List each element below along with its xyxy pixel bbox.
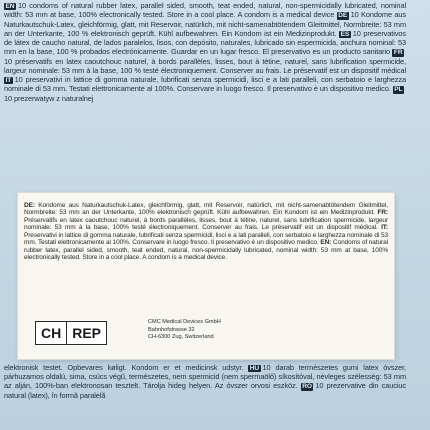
package-text-top <box>4 1 406 184</box>
sticker-text-en: Condoms of natural rubber latex, parallel sided, smooth, teat ended, natural, non-spermicidally lubricated, nominal width: 53 mm at base, 100% electronically tested. Store in a cool place. A condom is a medical device. <box>24 239 388 262</box>
sticker-text <box>24 202 388 262</box>
para-hu-text: 10 darab természetes gumi latex óvszer, párhuzamos oldalú, sima, csúcs végű, természetes, nem spermicid (nem spermaölő) síkosítóval, névleges szélesség: 53 mm az alján, 100%-ban elektronosan tesztelt. Tárolja hideg helyen. Az óvszer orvosi eszköz. <box>4 363 406 391</box>
sticker-text-it: Preservativi in lattice di gomma naturale, lubrificati senza spermicidi, lisci e a lati paralleli, con serbatoio e larghezza nominale di 53 mm. Testati elettronicamente al 100%. Conservare in luogo fresco. Il preservativo è un dispositivo medico. <box>24 231 388 247</box>
language-code-es: ES <box>340 30 350 38</box>
language-code-en: EN <box>5 3 15 10</box>
distributor-sticker <box>18 193 394 359</box>
para-en-text: 10 condoms of natural rubber latex, parallel sided, smooth, teat ended, natural, non-spermicidally lubricated, nominal width: 53 mm at base, 100% electronically tested. Store in a cool place. A condom is a medical device <box>4 1 406 20</box>
language-code-fr: FR <box>393 49 403 57</box>
para-it-text: 10 preservativi in lattice di gomma naturale, lubrificati senza spermicidi, lisci e a lati paralleli, con serbatoio e larghezza nominale di 53 mm. Testati elettronicamente al 100%. Conservare in luogo fresco. Il preservativo è un dispositivo medico. <box>4 74 406 94</box>
sticker-text-de: Kondome aus Naturkautschuk-Latex, gleichförmig, glatt, mit Reservoir, natürlich, mit nicht-samenabtötendem Gleitmittel, Normbreite: 53 mm an der Unterkante, 100% elektronisch geprüft. Kühl aufbewahren. Ein Kondom ist ein Medizinprodukt. <box>24 202 388 217</box>
rep-address <box>148 319 221 342</box>
rep-city: CH-6300 Zug, Switzerland <box>148 334 214 341</box>
para-pl-text: 10 prezerwatyw z naturalnej <box>4 93 94 103</box>
para-es-text: 10 preservativos de látex de caucho natural, de lados paralelos, lisos, con depósito, naturales, lubricado sin espermicida, anchura nominal: 53 mm en la base, 100 % probados electrónicamente. Guardar en un lugar fresco. El preservativo es un producto sanitario <box>4 28 406 57</box>
sticker-text-fr: Préservatifs en latex caoutchouc naturel, à bords parallèles, lisses, bout à tétine, naturel, sans lubrification spermicide, largeur nominale: 53 mm à la base, 100% testé électroniquement. Conserver au frais. Le préservatif est un dispositif médical. <box>24 216 388 232</box>
language-code-pl: PL <box>394 86 403 94</box>
para-de-text: 10 Kondome aus Naturkautschuk-Latex, gleichförmig, glatt, mit Reservoir, natürlich, mit nicht-samenabtötendem Gleitmittel, Normbreite: 53 mm an der Unterkante, 100 % elektronisch geprüft. Kühl aufbewahren. Ein Kondom ist ein Medizinprodukt. <box>4 10 406 38</box>
sticker-label-fr: FR: <box>377 209 388 217</box>
language-code-hu: HU <box>249 365 260 372</box>
sticker-label-en: EN: <box>320 239 332 247</box>
para-it <box>4 75 406 93</box>
language-code-it: IT <box>5 76 12 84</box>
rep-country-code: CH <box>41 325 62 341</box>
language-code-de: DE <box>338 12 348 20</box>
rep-label: REP <box>66 322 106 344</box>
sticker-label-de: DE: <box>24 202 35 209</box>
language-code-ro: RO <box>302 383 312 391</box>
package-text-bottom <box>4 363 406 430</box>
para-fr-text: 10 préservatifs en latex caoutchouc naturel, à bords parallèles, lisses, bout à tétine, naturel, sans lubrification spermicide, largeur nominale: 53 mm à la base, 100 % testé électroniquement. Conserver au frais. Le préservatif est un dispositif médical <box>4 56 406 75</box>
para-da-tail: elektronisk testet. Opbevares køligt. Kondom er et medicinsk udstyr. <box>4 363 244 372</box>
para-ro-text: 10 prezervative din cauciuc natural (latex), în formă paralelă <box>4 381 406 400</box>
rep-company: CMC Medical Devices GmbH <box>148 319 221 325</box>
rep-street: Bahnhofstrasse 32 <box>148 326 195 333</box>
sticker-para-de <box>24 202 388 216</box>
sticker-label-it: IT: <box>381 224 388 232</box>
ch-rep-symbol <box>35 321 107 345</box>
